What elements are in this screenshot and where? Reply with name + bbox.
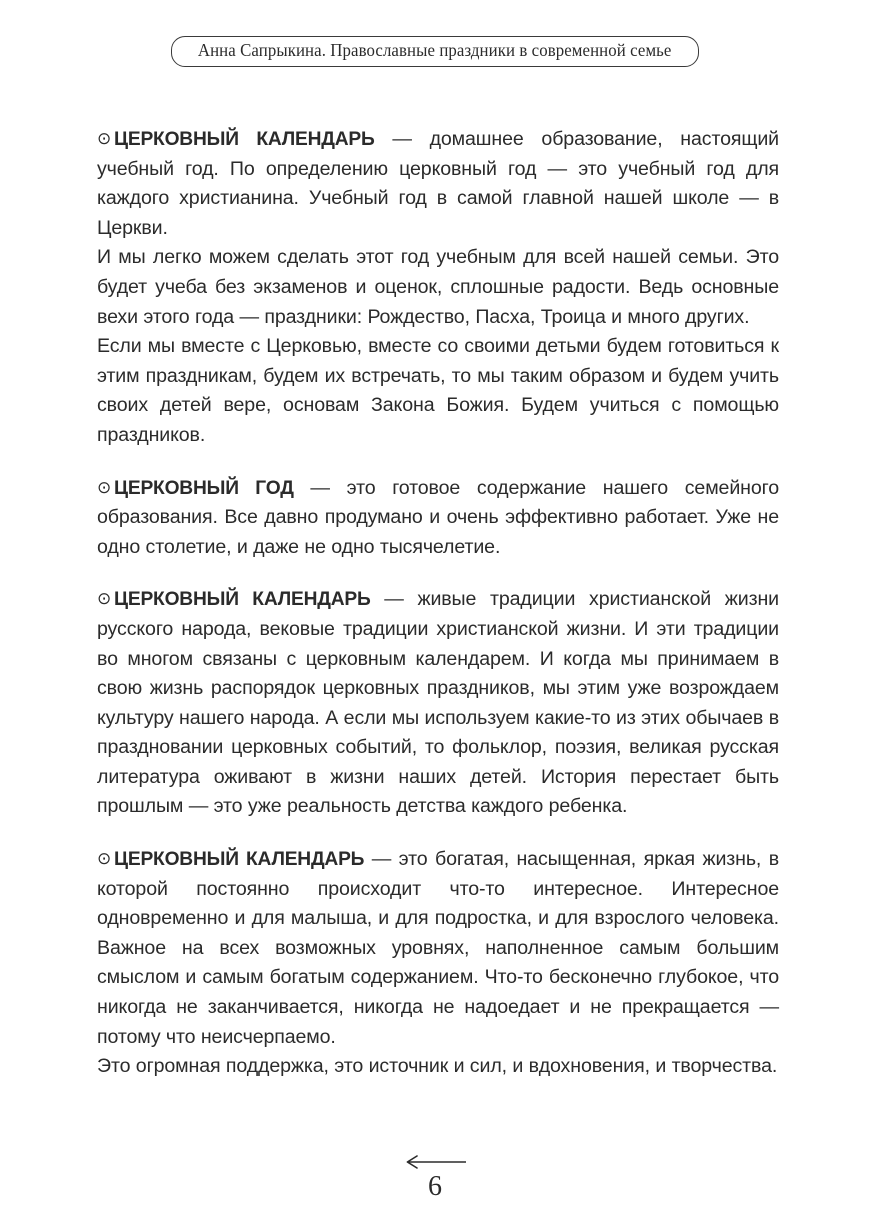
paragraph — [97, 332, 779, 450]
paragraph — [97, 124, 779, 243]
paragraph — [97, 243, 779, 332]
running-head-title: Анна Сапрыкина. Православные праздники в современной семье — [198, 40, 672, 60]
paragraph-text: — живые традиции христианской жизни русского народа, вековые традиции христианской жизни. И эти традиции во многом связаны с церковным календарем. И когда мы принимаем в свою жизнь распорядок церковных праздников, мы этим уже возрождаем культуру нашего народа. А если мы используем какие-то из этих обычаев в праздновании церковных событий, то фольклор, поэзия, великая русская литература оживают в жизни наших детей. История перестает быть прошлым — это уже реальность детства каждого ребенка. — [97, 588, 779, 818]
paragraph-text: — домашнее образование, настоящий учебный год. По определению церковный год — это учебный год для каждого христианина. Учебный год в самой главной нашей школе — в Церкви. — [97, 128, 779, 239]
running-head-box — [171, 36, 698, 67]
paragraph-text: И мы легко можем сделать этот год учебным для всей нашей семьи. Это будет учеба без экзаменов и оценок, сплошные радости. Ведь основные вехи этого года — праздники: Рождество, Пасха, Троица и много других. — [97, 246, 779, 328]
paragraph — [97, 844, 779, 1052]
circled-dot-bullet-icon: ⊙ — [97, 589, 112, 609]
block-lead-in-label: ЦЕРКОВНЫЙ ГОД — [114, 477, 294, 499]
page-text-column — [97, 124, 779, 1082]
block-lead-in-label: ЦЕРКОВНЫЙ КАЛЕНДАРЬ — [114, 849, 365, 871]
left-arrow-icon — [404, 1155, 466, 1171]
paragraph-text: Если мы вместе с Церковью, вместе со своими детьми будем готовиться к этим праздникам, будем их встречать, то мы таким образом и будем учить своих детей вере, основам Закона Божия. Будем учиться с помощью праздников. — [97, 335, 779, 446]
paragraph — [97, 584, 779, 822]
paragraph — [97, 473, 779, 563]
block-lead-in-label: ЦЕРКОВНЫЙ КАЛЕНДАРЬ — [114, 129, 375, 150]
circled-dot-bullet-icon: ⊙ — [97, 129, 112, 148]
page-footer — [0, 1155, 870, 1202]
block-lead-in-label: ЦЕРКОВНЫЙ КАЛЕНДАРЬ — [114, 589, 371, 611]
paragraph-text: Это огромная поддержка, это источник и сил, и вдохновения, и творчества. — [97, 1055, 778, 1078]
block-lead-in — [97, 129, 375, 150]
circled-dot-bullet-icon: ⊙ — [97, 849, 112, 869]
block-lead-in — [97, 478, 294, 499]
block-lead-in — [97, 849, 364, 870]
circled-dot-bullet-icon: ⊙ — [97, 477, 112, 497]
paragraph-text: — это богатая, насыщенная, яркая жизнь, в которой постоянно происходит что-то интересное. Интересное одновременно и для малыша, и для подростка, и для взрослого человека. Важное на всех возможных уровнях, наполненное самым большим смыслом и самым богатым содержанием. Что-то бесконечно глубокое, что никогда не заканчивается, никогда не надоедает и не прекращается — потому что неисчерпаемо. — [97, 848, 779, 1048]
block-lead-in — [97, 589, 371, 610]
running-head — [0, 36, 870, 67]
paragraph — [97, 1052, 779, 1082]
page-number: 6 — [428, 1171, 442, 1202]
paragraph-text: — это готовое содержание нашего семейного образования. Все давно продумано и очень эффективно работает. Уже не одно столетие, и даже не одно тысячелетие. — [97, 476, 779, 558]
